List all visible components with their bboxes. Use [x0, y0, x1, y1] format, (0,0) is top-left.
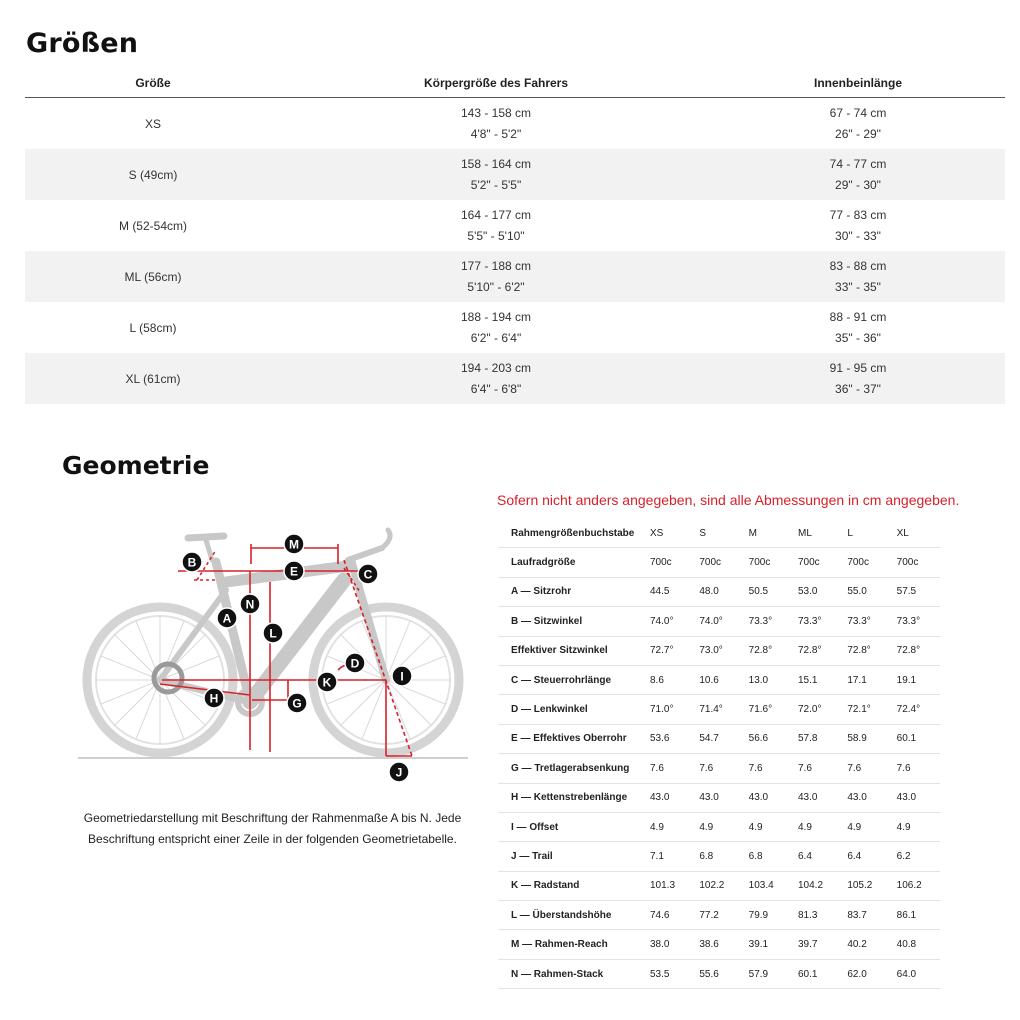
geometry-cell: 74.6	[644, 901, 693, 930]
header-inseam: Innenbeinlänge	[813, 76, 902, 90]
sizes-table-body	[25, 98, 1005, 404]
geometry-cell: 86.1	[891, 901, 940, 930]
inseam-cm: 91 - 95 cm	[829, 360, 887, 375]
geometry-cell: 74.0°	[644, 607, 693, 636]
geometry-cell: 43.0	[693, 783, 742, 812]
marker-label: L	[269, 626, 277, 641]
height-ft: 6'2" - 6'4"	[470, 330, 522, 345]
geometry-cell: 44.5	[644, 577, 693, 606]
geometry-cell: 6.8	[693, 842, 742, 871]
marker-label: A	[222, 611, 232, 626]
geometry-row	[498, 695, 940, 724]
geometry-row-label: A — Sitzrohr	[498, 577, 644, 606]
diagram-caption: Geometriedarstellung mit Beschriftung der Rahmenmaße A bis N. Jede Beschriftung entspricht einer Zeile in der folgenden Geometrietabelle.	[83, 811, 462, 846]
header-rider-height: Körpergröße des Fahrers	[423, 76, 569, 90]
sizes-row	[25, 251, 1005, 302]
geometry-cell: 81.3	[792, 901, 841, 930]
geometry-cell: 73.3°	[743, 607, 792, 636]
geometry-cell: 700c	[891, 548, 940, 577]
geometry-row	[498, 665, 940, 694]
geometry-cell: 72.0°	[792, 695, 841, 724]
geometry-cell: 7.6	[841, 754, 890, 783]
inseam-in: 35" - 36"	[835, 330, 881, 345]
geometry-cell: 72.8°	[743, 636, 792, 665]
geometry-cell: 64.0	[891, 959, 940, 988]
geometry-cell: 43.0	[792, 783, 841, 812]
height-cm: 177 - 188 cm	[460, 258, 532, 273]
inseam-cm: 77 - 83 cm	[829, 207, 887, 222]
geometry-cell: S	[693, 519, 742, 548]
inseam-in: 26" - 29"	[835, 126, 881, 141]
marker-label: E	[289, 564, 299, 579]
geometry-cell: 105.2	[841, 871, 890, 900]
geometry-cell: 53.5	[644, 959, 693, 988]
geometry-cell: 10.6	[693, 665, 742, 694]
marker-label: I	[400, 669, 404, 684]
geometry-row	[498, 812, 940, 841]
height-ft: 4'8" - 5'2"	[470, 126, 522, 141]
geometry-cell: M	[743, 519, 792, 548]
height-cm: 164 - 177 cm	[460, 207, 532, 222]
inseam-cm: 88 - 91 cm	[829, 309, 887, 324]
geometry-row	[498, 871, 940, 900]
geometry-cell: 55.0	[841, 577, 890, 606]
geometry-cell: 43.0	[841, 783, 890, 812]
marker-label: G	[292, 696, 302, 711]
geometry-cell: 106.2	[891, 871, 940, 900]
geometry-cell: 38.0	[644, 930, 693, 959]
inseam-cell	[711, 154, 1005, 196]
geometry-cell: 60.1	[792, 959, 841, 988]
inseam-cell	[711, 205, 1005, 247]
geometry-cell: 48.0	[693, 577, 742, 606]
size-cell: S (49cm)	[128, 167, 178, 182]
sizes-row	[25, 302, 1005, 353]
rider-height-cell	[281, 307, 711, 349]
geometry-cell: XL	[891, 519, 940, 548]
geometry-cell: 15.1	[792, 665, 841, 694]
marker-a	[217, 608, 237, 628]
sizes-table-header	[25, 69, 1005, 98]
geometry-cell: 71.0°	[644, 695, 693, 724]
marker-b	[182, 552, 202, 572]
geometry-row	[498, 842, 940, 871]
height-cm: 194 - 203 cm	[460, 360, 532, 375]
marker-d	[345, 653, 365, 673]
geometry-cell: 72.8°	[841, 636, 890, 665]
geometry-row-label: K — Radstand	[498, 871, 644, 900]
geometry-cell: L	[841, 519, 890, 548]
marker-label: J	[395, 765, 403, 780]
height-ft: 5'2" - 5'5"	[470, 177, 522, 192]
geometry-row	[498, 607, 940, 636]
geometry-row-label: D — Lenkwinkel	[498, 695, 644, 724]
inseam-cell	[711, 103, 1005, 145]
geometry-cell: 39.1	[743, 930, 792, 959]
geometry-cell: 7.6	[891, 754, 940, 783]
geometry-cell: 17.1	[841, 665, 890, 694]
geometry-row-label: L — Überstandshöhe	[498, 901, 644, 930]
geometry-cell: 53.0	[792, 577, 841, 606]
geometry-cell: 4.9	[891, 812, 940, 841]
geometry-cell: 72.4°	[891, 695, 940, 724]
geometry-cell: 4.9	[693, 812, 742, 841]
geometry-table	[498, 519, 940, 989]
size-cell: XL (61cm)	[125, 371, 181, 386]
geometry-row	[498, 901, 940, 930]
geometry-cell: 700c	[792, 548, 841, 577]
geometry-row-label: B — Sitzwinkel	[498, 607, 644, 636]
inseam-in: 29" - 30"	[835, 177, 881, 192]
marker-l	[263, 623, 283, 643]
geometry-cell: 57.9	[743, 959, 792, 988]
geometry-cell: 101.3	[644, 871, 693, 900]
sizes-row	[25, 200, 1005, 251]
geometry-row	[498, 577, 940, 606]
geometry-cell: 57.5	[891, 577, 940, 606]
header-size: Größe	[135, 76, 171, 90]
geometry-cell: 58.9	[841, 724, 890, 753]
height-ft: 5'10" - 6'2"	[467, 279, 525, 294]
height-ft: 6'4" - 6'8"	[470, 381, 522, 396]
height-cm: 188 - 194 cm	[460, 309, 532, 324]
geometry-cell: 38.6	[693, 930, 742, 959]
inseam-cm: 83 - 88 cm	[829, 258, 887, 273]
geometry-cell: 77.2	[693, 901, 742, 930]
geometry-row	[498, 636, 940, 665]
marker-label: H	[209, 691, 219, 706]
geometry-cell: XS	[644, 519, 693, 548]
marker-label: D	[350, 656, 360, 671]
marker-c	[358, 564, 378, 584]
geometry-cell: 4.9	[743, 812, 792, 841]
geometry-cell: 74.0°	[693, 607, 742, 636]
geometry-row-label: Rahmengrößenbuchstabe	[498, 519, 644, 548]
geometry-cell: 700c	[841, 548, 890, 577]
marker-m	[284, 534, 304, 554]
geometry-row-label: M — Rahmen-Reach	[498, 930, 644, 959]
geometry-cell: 50.5	[743, 577, 792, 606]
rider-height-cell	[281, 358, 711, 400]
geometry-cell: ML	[792, 519, 841, 548]
geometry-cell: 8.6	[644, 665, 693, 694]
geometry-row-label: I — Offset	[498, 812, 644, 841]
geometry-cell: 79.9	[743, 901, 792, 930]
geometry-cell: 43.0	[644, 783, 693, 812]
geometry-cell: 7.6	[743, 754, 792, 783]
geometry-row-label: N — Rahmen-Stack	[498, 959, 644, 988]
inseam-cell	[711, 256, 1005, 298]
geometry-cell: 7.6	[792, 754, 841, 783]
sizes-table	[25, 69, 1005, 404]
geometry-cell: 54.7	[693, 724, 742, 753]
marker-h	[204, 688, 224, 708]
geometry-cell: 40.8	[891, 930, 940, 959]
height-cm: 158 - 164 cm	[460, 156, 532, 171]
geometry-cell: 103.4	[743, 871, 792, 900]
geometry-cell: 39.7	[792, 930, 841, 959]
geometry-cell: 6.8	[743, 842, 792, 871]
geometry-cell: 43.0	[743, 783, 792, 812]
geometry-cell: 102.2	[693, 871, 742, 900]
geometry-cell: 73.0°	[693, 636, 742, 665]
marker-label: B	[187, 555, 197, 570]
geometry-row-label: Laufradgröße	[498, 548, 644, 577]
geometry-cell: 83.7	[841, 901, 890, 930]
geometry-cell: 55.6	[693, 959, 742, 988]
rider-height-cell	[281, 205, 711, 247]
size-cell: L (58cm)	[129, 320, 177, 335]
geometry-cell: 71.6°	[743, 695, 792, 724]
inseam-in: 36" - 37"	[835, 381, 881, 396]
geometry-cell: 700c	[743, 548, 792, 577]
geometry-cell: 4.9	[841, 812, 890, 841]
size-cell: M (52-54cm)	[118, 218, 187, 233]
marker-label: C	[363, 567, 373, 582]
geometry-row	[498, 783, 940, 812]
geometry-row	[498, 724, 940, 753]
sizes-row	[25, 149, 1005, 200]
geometry-cell: 700c	[693, 548, 742, 577]
size-cell: XS	[144, 116, 161, 131]
inseam-cell	[711, 358, 1005, 400]
marker-label: K	[322, 675, 332, 690]
geometry-row-label: Effektiver Sitzwinkel	[498, 636, 644, 665]
height-ft: 5'5" - 5'10"	[467, 228, 525, 243]
geometry-cell: 43.0	[891, 783, 940, 812]
geometry-cell: 6.4	[792, 842, 841, 871]
sizes-title: Größen	[26, 28, 139, 59]
geometry-cell: 72.8°	[792, 636, 841, 665]
sizes-row	[25, 353, 1005, 404]
rider-height-cell	[281, 103, 711, 145]
geometry-header-row	[498, 519, 940, 548]
marker-label: N	[245, 597, 255, 612]
geometry-cell: 57.8	[792, 724, 841, 753]
inseam-in: 30" - 33"	[835, 228, 881, 243]
geometry-cell: 6.4	[841, 842, 890, 871]
geometry-cell: 6.2	[891, 842, 940, 871]
sizes-row	[25, 98, 1005, 149]
geometry-cell: 62.0	[841, 959, 890, 988]
size-cell: ML (56cm)	[124, 269, 182, 284]
marker-k	[317, 672, 337, 692]
geometry-cell: 7.1	[644, 842, 693, 871]
geometry-title: Geometrie	[62, 451, 210, 480]
inseam-cell	[711, 307, 1005, 349]
inseam-cm: 67 - 74 cm	[829, 105, 887, 120]
geometry-cell: 72.7°	[644, 636, 693, 665]
marker-i	[392, 666, 412, 686]
marker-e	[284, 561, 304, 581]
rider-height-cell	[281, 154, 711, 196]
geometry-row	[498, 930, 940, 959]
geometry-cell: 7.6	[644, 754, 693, 783]
geometry-cell: 71.4°	[693, 695, 742, 724]
geometry-row	[498, 754, 940, 783]
geometry-cell: 700c	[644, 548, 693, 577]
geometry-cell: 4.9	[792, 812, 841, 841]
geometry-cell: 19.1	[891, 665, 940, 694]
geometry-cell: 72.1°	[841, 695, 890, 724]
marker-j	[389, 762, 409, 782]
geometry-cell: 13.0	[743, 665, 792, 694]
bike-geometry-diagram	[76, 520, 470, 790]
geometry-cell: 73.3°	[792, 607, 841, 636]
height-cm: 143 - 158 cm	[460, 105, 532, 120]
units-note: Sofern nicht anders angegeben, sind alle Abmessungen in cm angegeben.	[497, 492, 960, 508]
geometry-row-label: J — Trail	[498, 842, 644, 871]
inseam-cm: 74 - 77 cm	[829, 156, 887, 171]
geometry-cell: 53.6	[644, 724, 693, 753]
geometry-cell: 4.9	[644, 812, 693, 841]
geometry-cell: 56.6	[743, 724, 792, 753]
geometry-row	[498, 959, 940, 988]
geometry-cell: 72.8°	[891, 636, 940, 665]
geometry-row-label: H — Kettenstrebenlänge	[498, 783, 644, 812]
geometry-cell: 104.2	[792, 871, 841, 900]
geometry-cell: 73.3°	[841, 607, 890, 636]
geometry-cell: 60.1	[891, 724, 940, 753]
geometry-row-label: C — Steuerrohrlänge	[498, 665, 644, 694]
marker-n	[240, 594, 260, 614]
geometry-row-label: E — Effektives Oberrohr	[498, 724, 644, 753]
marker-label: M	[289, 537, 299, 552]
geometry-cell: 73.3°	[891, 607, 940, 636]
geometry-row-label: G — Tretlagerabsenkung	[498, 754, 644, 783]
geometry-cell: 7.6	[693, 754, 742, 783]
rider-height-cell	[281, 256, 711, 298]
geometry-row	[498, 548, 940, 577]
inseam-in: 33" - 35"	[835, 279, 881, 294]
geometry-cell: 40.2	[841, 930, 890, 959]
marker-g	[287, 693, 307, 713]
